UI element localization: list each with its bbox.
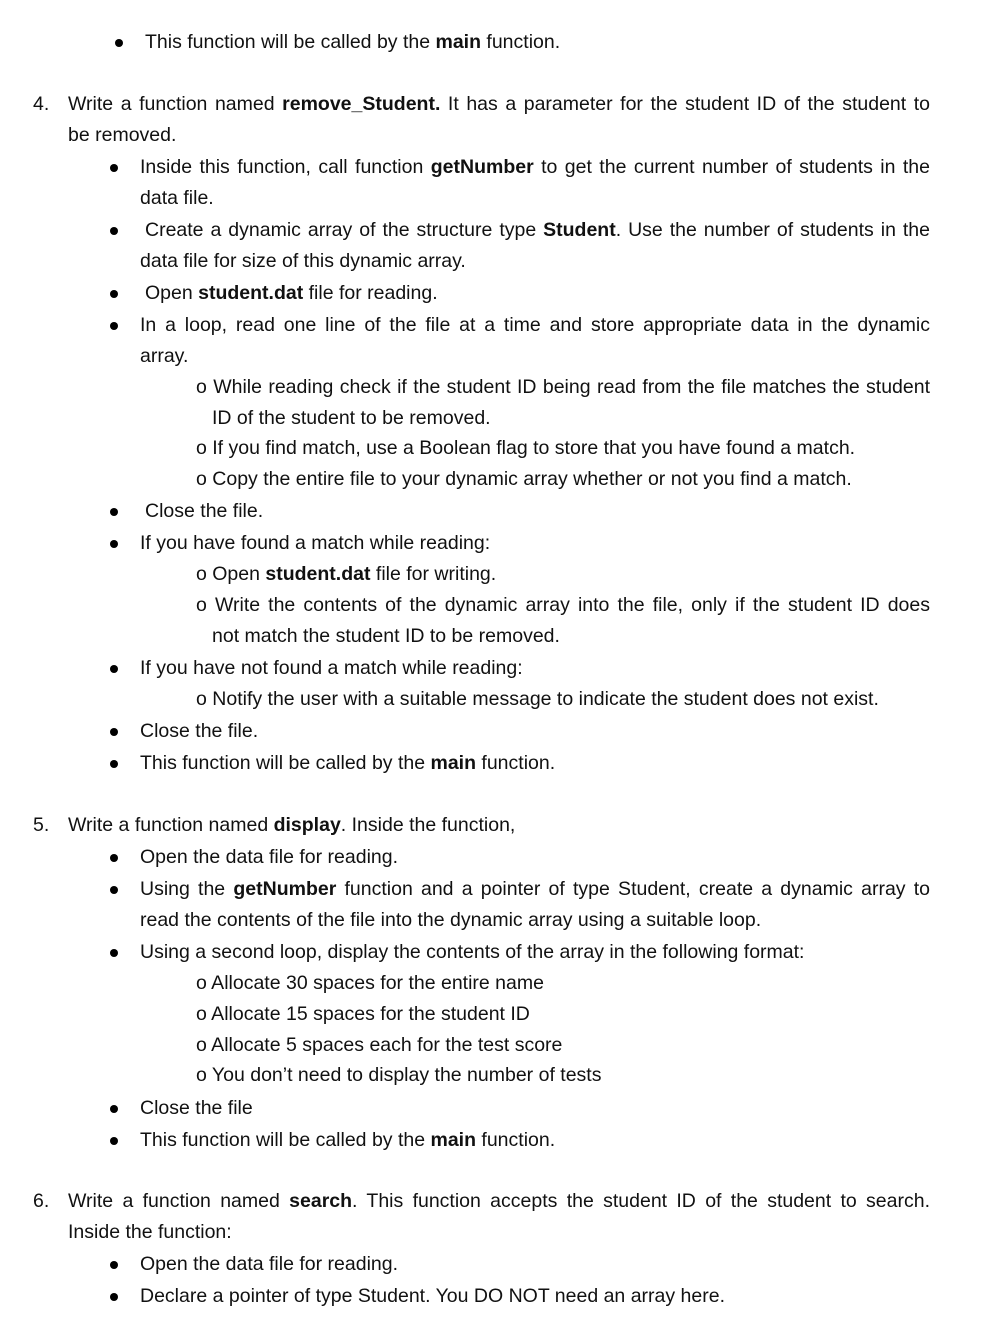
bullet	[110, 1261, 118, 1269]
bullet-text-cont: data file for size of this dynamic array.	[140, 250, 466, 272]
bullet-text: Using a second loop, display the contents of the array in the following format:	[140, 941, 805, 963]
sub-item: o While reading check if the student ID being read from the file matches the student	[196, 376, 930, 398]
item-heading-cont: Inside the function:	[68, 1221, 232, 1243]
bullet	[110, 1105, 118, 1113]
sub-item-cont: not match the student ID to be removed.	[212, 625, 560, 647]
sub-item: o Allocate 5 spaces each for the test score	[196, 1034, 563, 1056]
bullet	[110, 290, 118, 298]
bullet	[110, 760, 118, 768]
bullet	[110, 665, 118, 673]
sub-item-cont: ID of the student to be removed.	[212, 407, 491, 429]
list-number: 5.	[33, 814, 50, 836]
bullet-text: Inside this function, call function getNumber to get the current number of students in the	[140, 156, 930, 178]
sub-item: o Allocate 15 spaces for the student ID	[196, 1003, 530, 1025]
sub-item: o Notify the user with a suitable message to indicate the student does not exist.	[196, 688, 879, 710]
bullet	[110, 540, 118, 548]
bullet-text: If you have not found a match while reading:	[140, 657, 523, 679]
bullet	[110, 164, 118, 172]
bullet-text: Close the file.	[145, 500, 264, 522]
bullet-text: Close the file	[140, 1097, 253, 1119]
bullet	[110, 227, 118, 235]
sub-item: o You don’t need to display the number of tests	[196, 1064, 602, 1086]
bullet	[115, 39, 123, 47]
bullet-text: In a loop, read one line of the file at a time and store appropriate data in the dynamic	[140, 314, 930, 336]
bullet-text: Declare a pointer of type Student. You DO NOT need an array here.	[140, 1285, 725, 1307]
bullet-text: Using the getNumber function and a pointer of type Student, create a dynamic array to	[140, 878, 930, 900]
bullet-text: If you have found a match while reading:	[140, 532, 491, 554]
bullet-text: Open the data file for reading.	[140, 846, 399, 868]
sub-item: o Copy the entire file to your dynamic array whether or not you find a match.	[196, 468, 852, 490]
sub-item: o Allocate 30 spaces for the entire name	[196, 972, 544, 994]
bullet-text: This function will be called by the main function.	[140, 752, 556, 774]
bullet	[110, 1137, 118, 1145]
bullet	[110, 949, 118, 957]
item-heading: Write a function named remove_Student. It has a parameter for the student ID of the student to	[68, 93, 930, 115]
bullet-text-cont: read the contents of the file into the dynamic array using a suitable loop.	[140, 909, 762, 931]
item-heading-cont: be removed.	[68, 124, 177, 146]
bullet	[110, 1293, 118, 1301]
bullet-text: Open the data file for reading.	[140, 1253, 399, 1275]
list-number: 6.	[33, 1190, 50, 1212]
bullet	[110, 886, 118, 894]
bullet	[110, 728, 118, 736]
bullet-text: Open student.dat file for reading.	[145, 282, 438, 304]
bullet-text: This function will be called by the main function.	[140, 1129, 556, 1151]
list-number: 4.	[33, 93, 50, 115]
sub-item: o Write the contents of the dynamic array into the file, only if the student ID does	[196, 594, 930, 616]
bullet	[110, 322, 118, 330]
bullet-text: Close the file.	[140, 720, 259, 742]
item-heading: Write a function named search. This function accepts the student ID of the student to search.	[68, 1190, 930, 1212]
sub-item: o Open student.dat file for writing.	[196, 563, 497, 585]
bullet-text-cont: array.	[140, 345, 189, 367]
bullet	[110, 854, 118, 862]
bullet-text: Create a dynamic array of the structure type Student. Use the number of students in the	[145, 219, 930, 241]
sub-item: o If you find match, use a Boolean flag to store that you have found a match.	[196, 437, 856, 459]
item-heading: Write a function named display. Inside the function,	[68, 814, 516, 836]
bullet	[110, 508, 118, 516]
bullet-text-cont: data file.	[140, 187, 214, 209]
bullet-text: This function will be called by the main function.	[145, 31, 561, 53]
